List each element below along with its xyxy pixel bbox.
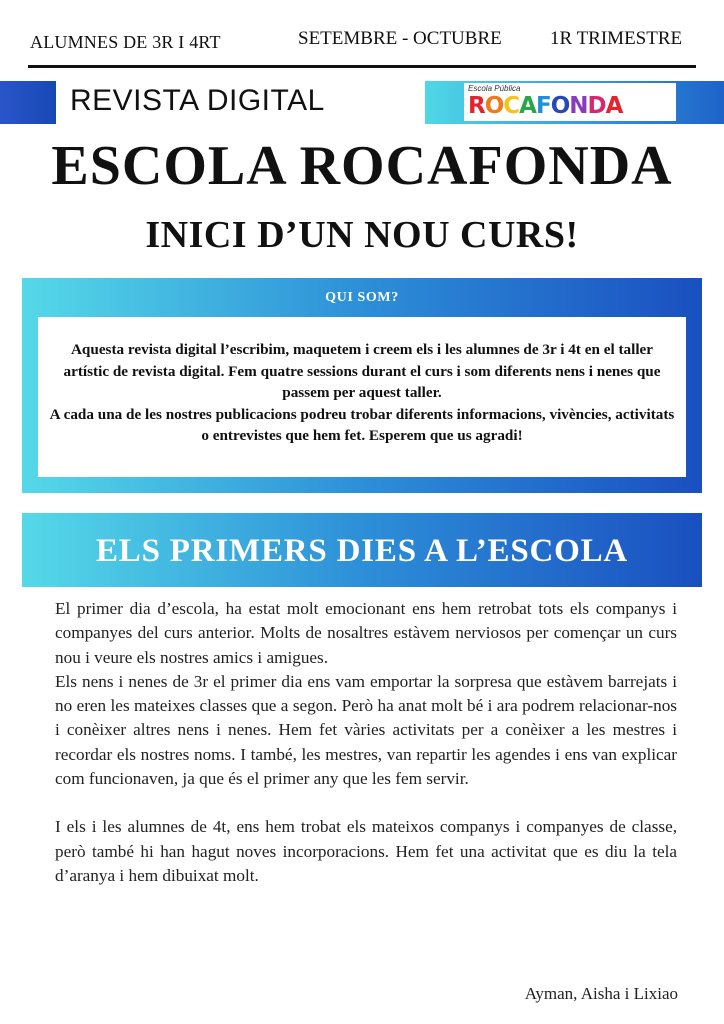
logo-letter: D [587, 93, 606, 119]
logo-banner [425, 81, 724, 124]
about-paragraph-1: Aquesta revista digital l’escribim, maquetem i creem els i les alumnes de 3r i 4t en el taller artístic de revista digital. Fem quatre sessions durant el curs i som diferents nens i nenes que passem per aquest taller. [63, 341, 661, 401]
logo-letter: N [569, 93, 588, 119]
logo-letter: A [519, 93, 536, 119]
about-paragraph-2: A cada una de les nostres publicacions podreu trobar diferents informacions, vivències, activitats o entrevistes que hem fet. Esperem que us agradi! [49, 405, 675, 444]
page-header [0, 28, 724, 58]
logo-wordmark [468, 93, 622, 119]
header-period: SETEMBRE - OCTUBRE [298, 28, 502, 49]
headline: INICI D’UN NOU CURS! [145, 214, 579, 256]
section-banner [22, 513, 702, 587]
logo-letter: A [605, 93, 623, 119]
about-box [22, 278, 702, 493]
header-term: 1R TRIMESTRE [550, 28, 683, 49]
article-paragraph-1: El primer dia d’escola, ha estat molt emocionant ens hem retrobat tots els companys i companyes del curs anterior. Molts de nosaltres estàvem nerviosos per començar un curs nou i veure els nostres amics i amigues. [55, 599, 677, 667]
logo-caption: Escola Pública [468, 84, 521, 93]
section-title: ELS PRIMERS DIES A L’ESCOLA [95, 533, 629, 569]
header-divider [28, 65, 696, 68]
header-audience: ALUMNES DE 3R I 4RT [30, 32, 221, 52]
decorative-blue-tab [0, 81, 56, 124]
paragraph-spacer [55, 791, 677, 815]
page-title: ESCOLA ROCAFONDA [51, 135, 673, 197]
article-paragraph-2: Els nens i nenes de 3r el primer dia ens vam emportar la sorpresa que estàvem barrejats i no eren les mateixes classes que a segon. Però ha anat molt bé i ara podrem relacionar-nos i conèixer altres nens i nenes. Hem fet vàries activitats per a conèixer a les mestres i recordar els nostres noms. I també, les mestres, van repartir les agendes i ens van explicar com funcionaven, ja que és el primer any que les fem servir. [55, 671, 677, 789]
article-paragraph-3: I els i les alumnes de 4t, ens hem trobat els mateixos companys i companyes de classe, però també hi han hagut noves incorporacions. Hem fet una activitat que es diu la tela d’aranya i hem dibuixat molt. [55, 817, 677, 885]
logo-letter: F [535, 93, 551, 119]
logo-letter: C [503, 93, 520, 119]
article-authors: Ayman, Aisha i Lixiao [524, 984, 678, 1003]
about-panel [38, 317, 686, 477]
logo-letter: O [550, 93, 570, 119]
logo-letter: R [468, 93, 485, 119]
about-title: QUI SOM? [325, 290, 399, 305]
logo-letter: O [484, 93, 504, 119]
magazine-subtitle: REVISTA DIGITAL [70, 84, 325, 117]
about-text [48, 339, 676, 447]
article-body [55, 597, 677, 888]
school-logo [464, 83, 676, 121]
